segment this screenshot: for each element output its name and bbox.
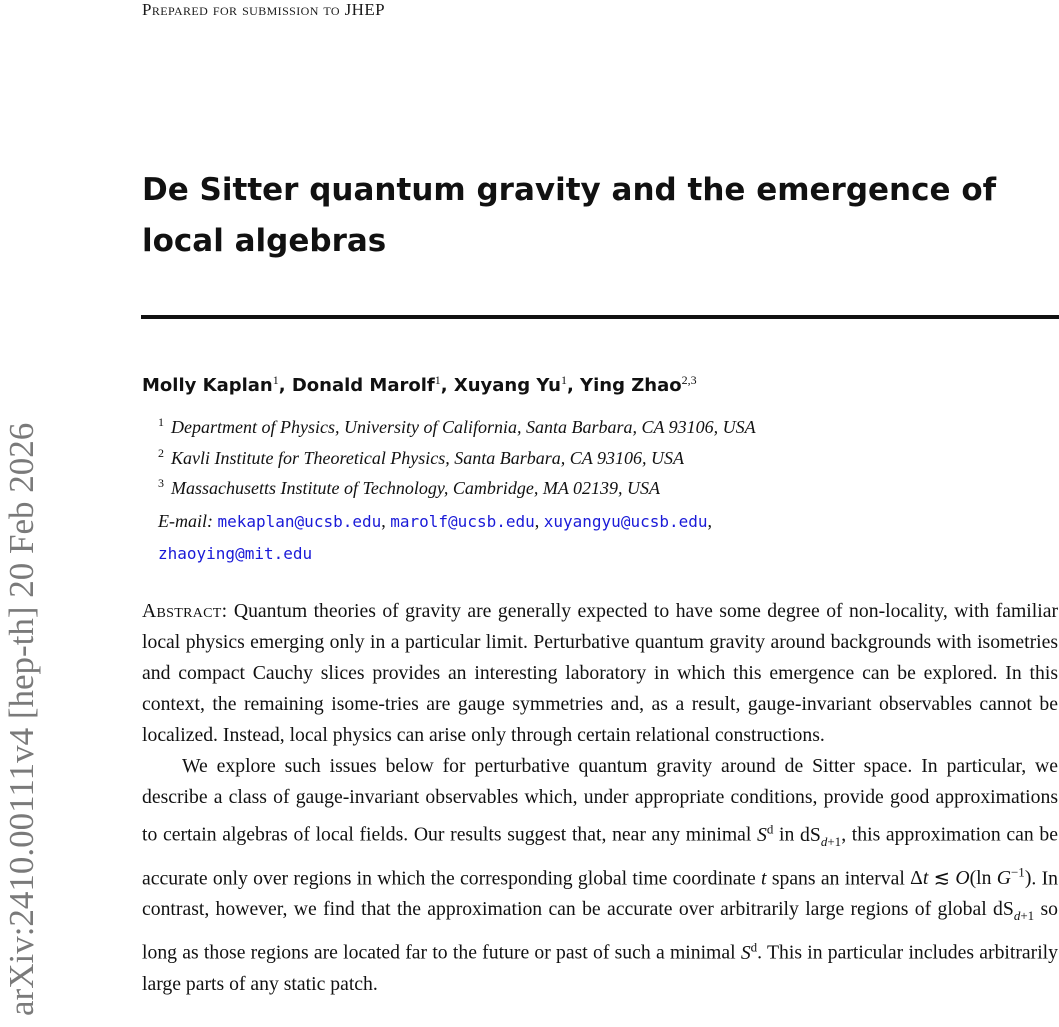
- email-link-yu[interactable]: xuyangyu@ucsb.edu: [543, 512, 708, 531]
- author-name: Ying Zhao: [580, 375, 682, 396]
- math-ds: $dS_{d+1}$: [800, 823, 842, 849]
- affiliation-number: 2: [158, 446, 164, 460]
- email-line-2: [158, 543, 312, 564]
- author-separator: ,: [566, 375, 581, 396]
- abstract-paragraph-1: [142, 596, 1058, 751]
- math-interval: Δt ≲ O(ln $G^{-1}$): [910, 864, 1032, 890]
- affiliation-text: Department of Physics, University of California, Santa Barbara, CA 93106, USA: [171, 417, 756, 437]
- abstract-text-2f: so long as those regions are located far to the future or past of such a minimal: [142, 898, 1058, 964]
- affiliation-text: Kavli Institute for Theoretical Physics, Santa Barbara, CA 93106, USA: [171, 448, 684, 468]
- author-separator: ,: [278, 375, 292, 396]
- math-t: t: [761, 867, 767, 890]
- affiliation-text: Massachusetts Institute of Technology, Cambridge, MA 02139, USA: [171, 478, 660, 498]
- abstract-text-2a: We explore such issues below for perturbative quantum gravity around de Sitter space. In particular, we describe a class of gauge-invariant observables which, under appropriate conditions, provide good approximations to certain algebras of local fields. Our results suggest that, near any minimal: [142, 755, 1058, 846]
- author-separator: ,: [440, 375, 454, 396]
- abstract-label: Abstract:: [142, 600, 228, 622]
- author-affiliation-mark: 1: [272, 373, 279, 387]
- affiliation-2: [158, 448, 684, 469]
- email-link-kaplan[interactable]: mekaplan@ucsb.edu: [217, 512, 382, 531]
- arxiv-stamp: arXiv:2410.00111v4 [hep-th] 20 Feb 2026: [2, 422, 41, 1016]
- paper-title: De Sitter quantum gravity and the emergence of local algebras: [142, 172, 997, 259]
- abstract-text-2g: . This in particular includes arbitrarily large parts of any static patch.: [142, 941, 1058, 995]
- affiliation-number: 1: [158, 415, 164, 429]
- email-link-marolf[interactable]: marolf@ucsb.edu: [390, 512, 535, 531]
- affiliation-number: 3: [158, 476, 164, 490]
- math-sd-2: $S^d$: [740, 939, 758, 964]
- author-affiliation-mark: 2,3: [681, 373, 697, 387]
- abstract-text-2d: spans an interval: [766, 867, 911, 890]
- math-sd: $S^d$: [757, 821, 774, 846]
- submission-note: Prepared for submission to JHEP: [142, 0, 385, 19]
- math-ds-2: $dS_{d+1}$: [993, 898, 1035, 923]
- author-name: Donald Marolf: [291, 375, 435, 396]
- email-link-zhao[interactable]: zhaoying@mit.edu: [158, 544, 313, 563]
- abstract-paragraph-2: [142, 751, 1058, 1000]
- author-name: Molly Kaplan: [142, 375, 273, 396]
- author-affiliation-mark: 1: [560, 373, 567, 387]
- email-line: E-mail: mekaplan@ucsb.edu, marolf@ucsb.edu, xuyangyu@ucsb.edu,: [158, 511, 713, 531]
- author-list: [142, 375, 697, 396]
- abstract-text-2b: in: [773, 823, 801, 846]
- affiliation-1: [158, 417, 756, 438]
- abstract-text-1: Quantum theories of gravity are generally expected to have some degree of non-locality, with familiar local physics emerging only in a particular limit. Perturbative quantum gravity around backgrounds with isometries and compact Cauchy slices provides an interesting laboratory in which this emergence can be explored. In this context, the remaining isome-tries are gauge symmetries and, as a result, gauge-invariant observables cannot be localized. Instead, local physics can arise only through certain relational constructions.: [142, 600, 1059, 746]
- title-rule: [141, 315, 1059, 319]
- abstract-text-2e: . In contrast, however, we find that the approximation can be accurate over arbitrarily large regions of global: [142, 867, 1058, 921]
- abstract: [142, 596, 1058, 1000]
- affiliation-3: [158, 478, 660, 499]
- email-label: E-mail:: [158, 511, 213, 531]
- author-name: Xuyang Yu: [453, 375, 561, 396]
- author-affiliation-mark: 1: [434, 373, 441, 387]
- abstract-text-2c: , this approximation can be accurate only over regions in which the corresponding global time coordinate: [142, 823, 1058, 890]
